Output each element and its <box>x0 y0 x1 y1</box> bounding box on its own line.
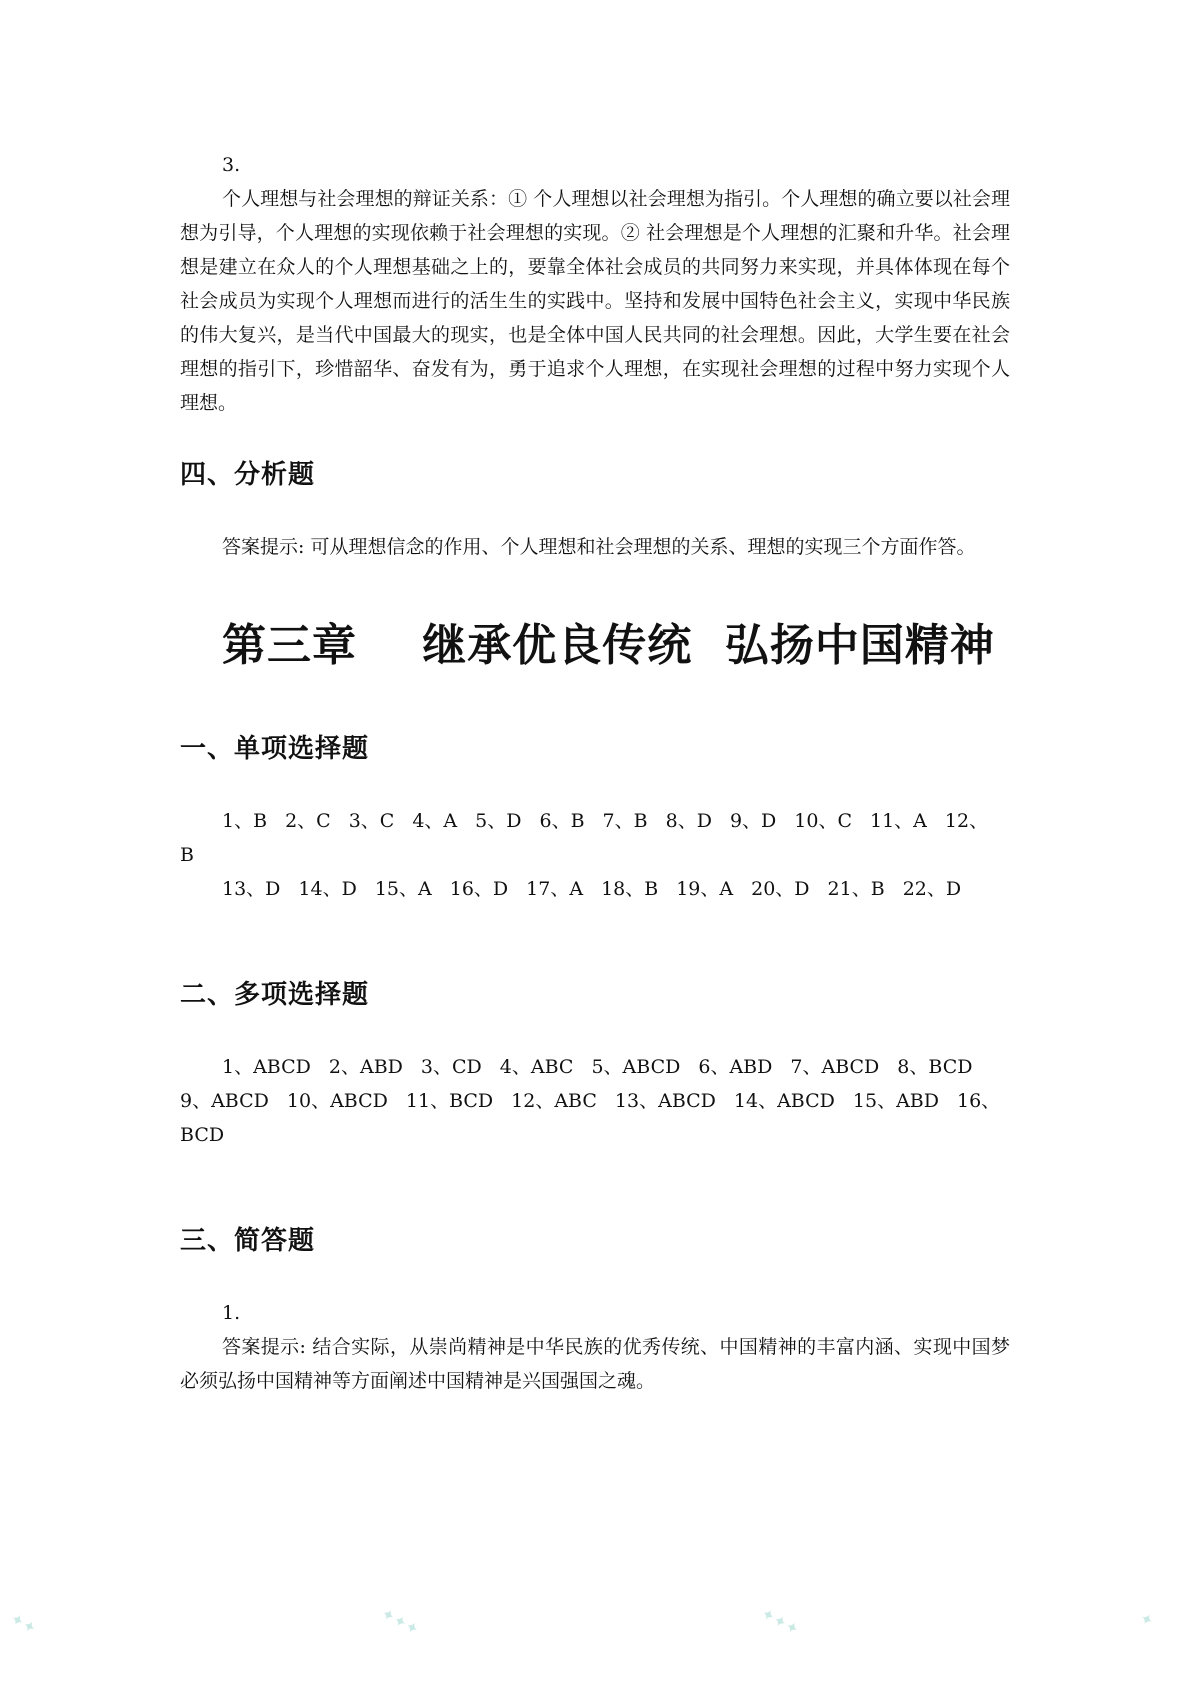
answer-row-continuation: B <box>180 844 194 866</box>
answer-item: 8、BCD <box>897 1056 973 1078</box>
answer-item: 14、ABCD <box>733 1090 835 1112</box>
answer-item: 15、A <box>374 878 432 900</box>
answer-item: 5、D <box>475 810 522 832</box>
answer-item: 7、ABCD <box>790 1056 880 1078</box>
document-page <box>180 148 1010 1398</box>
answer-item: 7、B <box>602 810 648 832</box>
question-number: 3. <box>222 154 241 176</box>
answer-item: 14、D <box>298 878 357 900</box>
answer-item: 9、D <box>729 810 777 832</box>
answer-row <box>180 1050 1010 1084</box>
watermark-logo-icon: ✦✦ <box>7 1608 40 1639</box>
multi-choice-answers <box>180 1050 1010 1152</box>
answer-row <box>180 872 1010 906</box>
answer-item: 3、C <box>348 810 395 832</box>
answer-item: 16、D <box>449 878 509 900</box>
answer-item: 21、B <box>827 878 885 900</box>
watermark-logo-icon: ✦ <box>1136 1607 1158 1632</box>
answer-item: 16、 <box>957 1090 1001 1112</box>
analysis-answer: 答案提示: 可从理想信念的作用、个人理想和社会理想的关系、理想的实现三个方面作答。 <box>222 536 976 558</box>
answer-item: 11、A <box>869 810 927 832</box>
answer-item: 13、D <box>222 878 281 900</box>
section-heading-single-choice: 一、单项选择题 <box>180 734 370 764</box>
answer-paragraph: 个人理想与社会理想的辩证关系：① 个人理想以社会理想为指引。个人理想的确立要以社会理想为引导，个人理想的实现依赖于社会理想的实现。② 社会理想是个人理想的汇聚和升华。社会理想是建立在众人的个人理想基础之上的，要靠全体社会成员的共同努力来实现，并具体体现在每个社会成员为实现个人理想而进行的活生生的实践中。坚持和发展中国特色社会主义，实现中华民族的伟大复兴，是当代中国最大的现实，也是全体中国人民共同的社会理想。因此，大学生要在社会理想的指引下，珍惜韶华、奋发有为，勇于追求个人理想，在实现社会理想的过程中努力实现个人理想。 <box>180 188 1010 414</box>
short-answer-paragraph: 答案提示: 结合实际，从崇尚精神是中华民族的优秀传统、中国精神的丰富内涵、实现中国梦必须弘扬中国精神等方面阐述中国精神是兴国强国之魂。 <box>180 1336 1010 1392</box>
answer-item: 6、ABD <box>698 1056 773 1078</box>
answer-row <box>180 804 1010 838</box>
answer-item: 1、ABCD <box>222 1056 311 1078</box>
answer-item: 8、D <box>665 810 712 832</box>
section-heading-multi-choice: 二、多项选择题 <box>180 980 370 1010</box>
answer-item: 13、ABCD <box>614 1090 716 1112</box>
answer-item: 19、A <box>676 878 734 900</box>
section-heading-short-answer: 三、简答题 <box>180 1226 316 1256</box>
answer-item: 5、ABCD <box>591 1056 681 1078</box>
answer-item: 15、ABD <box>852 1090 939 1112</box>
answer-item: 3、CD <box>420 1056 482 1078</box>
answer-item: 22、D <box>902 878 962 900</box>
question-number: 1. <box>222 1302 241 1324</box>
answer-item: 9、ABCD <box>180 1090 269 1112</box>
single-choice-answers <box>180 804 1010 906</box>
answer-item: 10、ABCD <box>286 1090 388 1112</box>
watermark-logo-icon: ✦✦✦ <box>757 1603 803 1640</box>
answer-row <box>180 1084 1010 1118</box>
watermark-logo-icon: ✦✦✦ <box>377 1603 423 1640</box>
answer-item: 12、 <box>944 810 989 832</box>
watermark-strip <box>0 1604 1191 1664</box>
section-heading-analysis: 四、分析题 <box>180 460 316 490</box>
answer-item: 11、BCD <box>405 1090 494 1112</box>
answer-item: 4、A <box>412 810 458 832</box>
answer-item: 1、B <box>222 810 268 832</box>
answer-item: 20、D <box>751 878 810 900</box>
answer-item: 17、A <box>526 878 584 900</box>
answer-item: 2、ABD <box>328 1056 403 1078</box>
answer-item: 10、C <box>794 810 852 832</box>
answer-item: 4、ABC <box>499 1056 574 1078</box>
chapter-title: 第三章 继承优良传统 弘扬中国精神 <box>222 620 995 671</box>
answer-item: 6、B <box>539 810 585 832</box>
answer-item: 12、ABC <box>511 1090 597 1112</box>
answer-item: 18、B <box>601 878 659 900</box>
answer-item: 2、C <box>285 810 331 832</box>
answer-row-continuation: BCD <box>180 1124 225 1146</box>
